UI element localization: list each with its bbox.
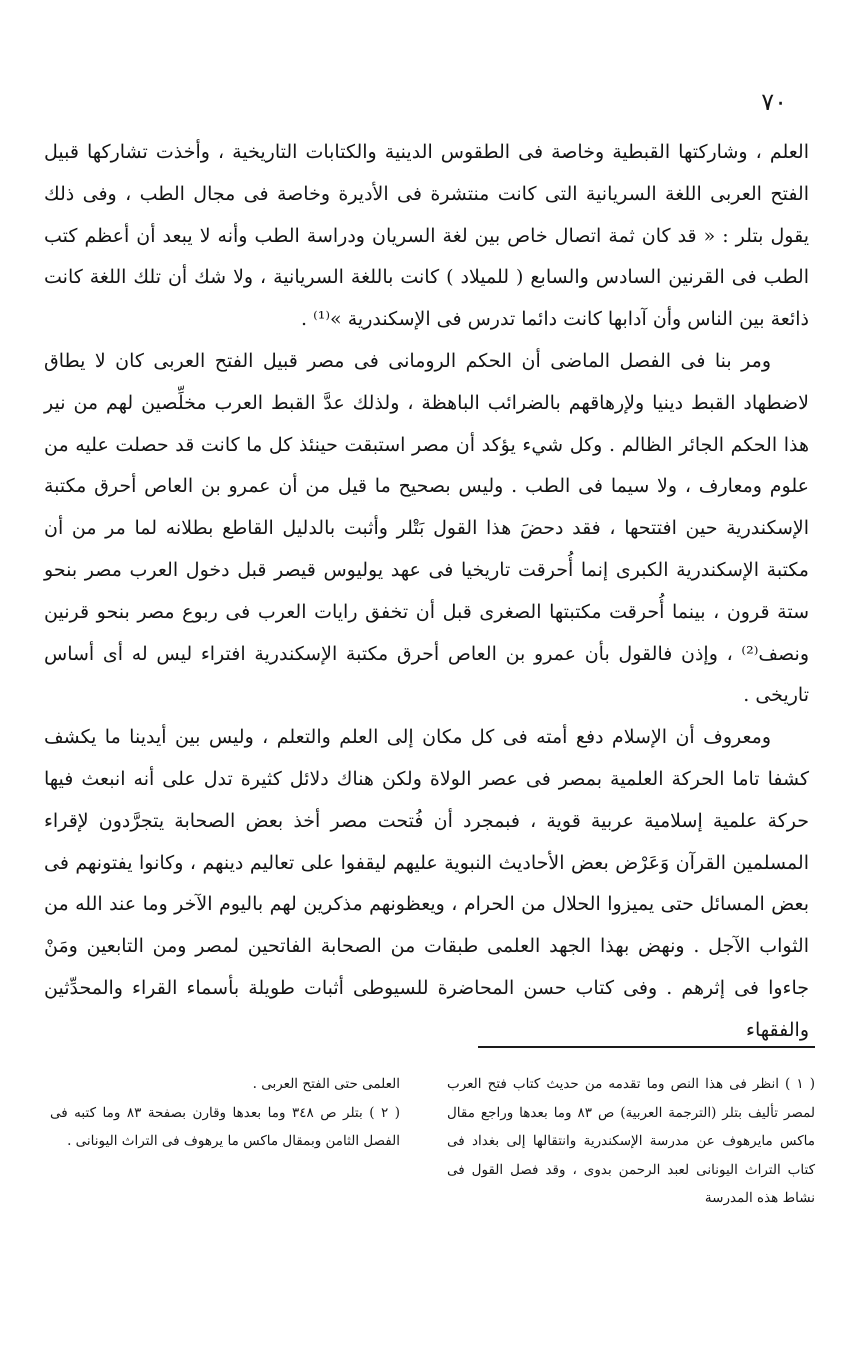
footnote-column-right xyxy=(447,1070,815,1213)
footnote-column-left xyxy=(50,1070,400,1213)
footnote-1: ( ١ ) انظر فى هذا النص وما تقدمه من حديث كتاب فتح العرب لمصر تأليف بتلر (الترجمة العربية) ص ٨٣ وما بعدها وراجع مقال ماكس مايرهوف عن مدرسة الإسكندرية وانتقالها إلى بغداد فى كتاب التراث اليونانى لعبد الرحمن بدوى ، وقد فصل القول فى نشاط هذه المدرسة xyxy=(447,1076,815,1207)
footnotes xyxy=(50,1070,815,1213)
footnote-separator xyxy=(478,1046,815,1048)
paragraph-2: ومر بنا فى الفصل الماضى أن الحكم الرومانى فى مصر قبيل الفتح العربى كان لا يطاق لاضطهاد القبط دينيا ولإرهاقهم بالضرائب الباهظة ، ولذلك عدَّ القبط العرب مخلِّصين لهم من نير هذا الحكم الجائر الظالم . وكل شيء يؤكد أن مصر استبقت حينئذ كل ما كانت قد حصلت عليه من علوم ومعارف ، ولا سيما فى الطب . وليس بصحيح ما قيل من أن عمرو بن العاص أحرق مكتبة الإسكندرية حين افتتحها ، فقد دحضَ هذا القول بَتْلر وأثبت بالدليل القاطع بطلانه لما مر من أن مكتبة الإسكندرية الكبرى إنما أُحرقت تاريخيا فى عهد يوليوس قيصر قبل دخول العرب مصر بنحو ستة قرون ، بينما أُحرقت مكتبتها الصغرى قبل أن تخفق رايات العرب فى ربوع مصر بنحو قرنين ونصف⁽²⁾ ، وإذن فالقول بأن عمرو بن العاص أحرق مكتبة الإسكندرية افتراء ليس له أى أساس تاريخى . xyxy=(44,349,809,707)
paragraph-1: العلم ، وشاركتها القبطية وخاصة فى الطقوس الدينية والكتابات التاريخية ، وأخذت تشاركها قبيل الفتح العربى اللغة السريانية التى كانت منتشرة فى الأديرة وخاصة فى مجال الطب ، وفى ذلك يقول بتلر : « قد كان ثمة اتصال خاص بين لغة السريان ودراسة الطب وأنه لا يبعد أن أعظم كتب الطب فى القرنين السادس والسابع ( للميلاد ) كانت باللغة السريانية ، ولا شك أن تلك اللغة كانت ذائعة بين الناس وأن آدابها كانت دائما تدرس فى الإسكندرية »⁽¹⁾ . xyxy=(44,141,810,331)
body-text xyxy=(44,132,809,1052)
footnote-1-continuation: العلمى حتى الفتح العربى . xyxy=(252,1076,400,1092)
footnote-2: ( ٢ ) بتلر ص ٣٤٨ وما بعدها وقارن بصفحة ٨٣ وما كتبه فى الفصل الثامن وبمقال ماكس ما يرهوف فى التراث اليونانى . xyxy=(50,1104,400,1150)
page-number: ٧٠ xyxy=(761,88,787,116)
paragraph-3: ومعروف أن الإسلام دفع أمته فى كل مكان إلى العلم والتعلم ، وليس بين أيدينا ما يكشف كشفا تاما الحركة العلمية بمصر فى عصر الولاة ولكن هناك دلائل كثيرة تدل على أنه انبعث فيها حركة علمية إسلامية عربية قوية ، فبمجرد أن فُتحت مصر أخذ بعض الصحابة يتجرَّدون لإقراء المسلمين القرآن وَعَرْض بعض الأحاديث النبوية عليهم ليقفوا على تعاليم دينهم ، وكانوا يفتونهم فى بعض المسائل حتى يميزوا الحلال من الحرام ، ويعظونهم مذكرين لهم باليوم الآخر وما عند الله من الثواب الآجل . ونهض بهذا الجهد العلمى طبقات من الصحابة الفاتحين لمصر ومن التابعين ومَنْ جاءوا فى إثرهم . وفى كتاب حسن المحاضرة للسيوطى أثبات طويلة بأسماء القراء والمحدِّثين والفقهاء xyxy=(44,726,809,1041)
